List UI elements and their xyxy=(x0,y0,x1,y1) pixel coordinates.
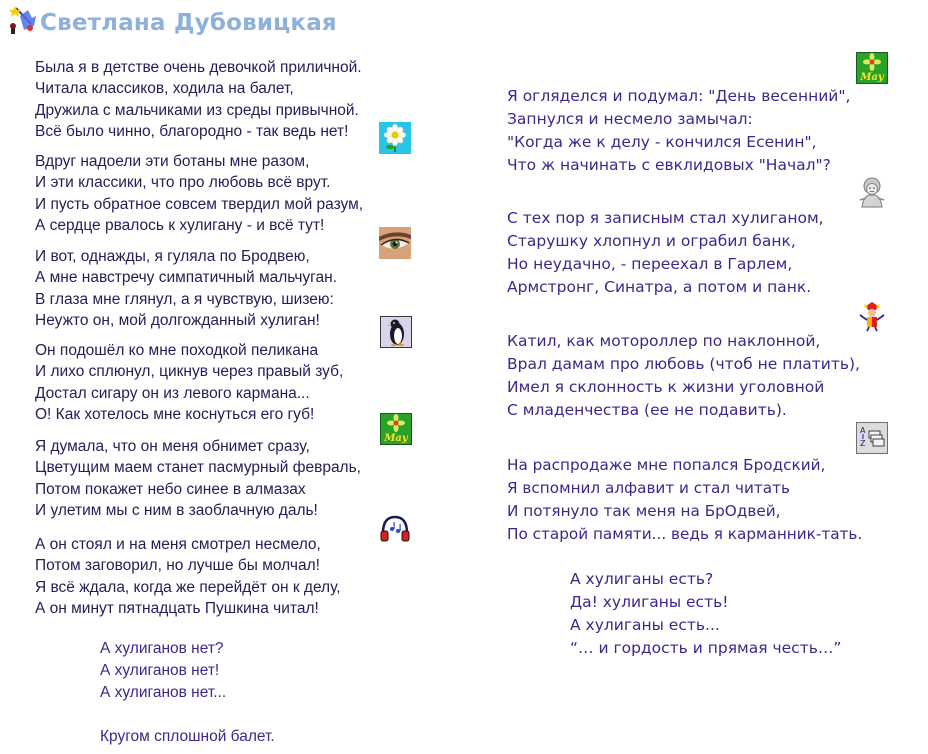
refrain-line: А хулиганов нет... xyxy=(100,684,227,701)
poem-line: С тех пор я записным стал хулиганом, xyxy=(507,209,824,227)
poem-line: Дружила с мальчиками из среды привычной. xyxy=(35,101,359,119)
poem-line: Я всё ждала, когда же перейдёт он к делу, xyxy=(35,578,341,596)
poem-line: Старушку хлопнул и ограбил банк, xyxy=(507,232,796,250)
poem-line: Я огляделся и подумал: "День весенний", xyxy=(507,87,851,105)
svg-text:A: A xyxy=(860,426,866,435)
poem-line: И улетим мы с ним в заоблачную даль! xyxy=(35,501,318,519)
right-stanza-4 xyxy=(507,454,862,546)
poem-line: И вот, однажды, я гуляла по Бродвею, xyxy=(35,248,310,265)
daisy-flower-icon xyxy=(379,122,411,154)
right-stanza-2 xyxy=(507,207,824,299)
poem-line: Вдруг надоели эти ботаны мне разом, xyxy=(35,153,310,170)
left-stanza-2 xyxy=(35,151,363,236)
eye-icon xyxy=(379,227,411,259)
svg-text:Z: Z xyxy=(860,439,866,448)
poem-line: И потянуло так меня на БрОдвей, xyxy=(507,502,781,520)
poem-line: Я вспомнил алфавит и стал читать xyxy=(507,479,790,497)
jester-icon xyxy=(856,300,888,332)
poem-line: Потом покажет небо синее в алмазах xyxy=(35,480,306,498)
poem-line: Цветущим маем станет пасмурный февраль, xyxy=(35,459,361,477)
poem-line: В глаза мне глянул, а я чувствую, шизею: xyxy=(35,290,334,308)
penguin-icon xyxy=(380,316,412,348)
poem-line: Всё было чинно, благородно - так ведь нет! xyxy=(35,122,349,140)
refrain-line: А хулиганов нет? xyxy=(100,640,224,657)
old-woman-icon xyxy=(856,176,888,208)
poem-line: А он минут пятнадцать Пушкина читал! xyxy=(35,599,319,617)
poem-line: По старой памяти... ведь я карманник-тать. xyxy=(507,525,863,543)
poem-line: Я думала, что он меня обнимет сразу, xyxy=(35,438,310,455)
refrain-line: А хулиганы есть... xyxy=(570,616,720,634)
poem-line: Была я в детстве очень девочкой приличной. xyxy=(35,59,362,76)
poem-line: Читала классиков, ходила на балет, xyxy=(35,80,294,98)
poem-line: Армстронг, Синатра, а потом и панк. xyxy=(507,278,812,296)
poem-line: О! Как хотелось мне коснуться его губ! xyxy=(35,405,315,423)
poem-line: А мне навстречу симпатичный мальчуган. xyxy=(35,269,337,287)
fairy-wand-icon xyxy=(6,4,40,36)
headphones-icon xyxy=(379,513,411,545)
may-label: May xyxy=(384,433,408,444)
may-label: May xyxy=(860,72,884,83)
right-stanza-1 xyxy=(507,85,850,177)
sort-az-icon xyxy=(856,422,888,454)
refrain-line xyxy=(100,704,275,726)
right-refrain xyxy=(570,568,841,660)
refrain-line: А хулиганы есть? xyxy=(570,570,714,588)
poem-line: Но неудачно, - переехал в Гарлем, xyxy=(507,255,793,273)
poem-line: С младенчества (ее не подавить). xyxy=(507,401,787,419)
poem-line: И пусть обратное совсем твердил мой разум, xyxy=(35,195,364,213)
refrain-line: Да! хулиганы есть! xyxy=(570,593,729,611)
poem-line: Запнулся и несмело замычал: xyxy=(507,110,753,128)
poem-line: Достал сигару он из левого кармана... xyxy=(35,384,310,402)
poem-line: И лихо сплюнул, цикнув через правый зуб, xyxy=(35,363,344,381)
poem-line: А он стоял и на меня смотрел несмело, xyxy=(35,536,321,553)
left-stanza-3 xyxy=(35,246,337,331)
poem-line: На распродаже мне попался Бродский, xyxy=(507,456,826,474)
poem-line: А сердце рвалось к хулигану - и всё тут! xyxy=(35,216,325,234)
poem-line: Он подошёл ко мне походкой пеликана xyxy=(35,342,319,359)
left-stanza-5 xyxy=(35,436,361,521)
right-stanza-3 xyxy=(507,330,860,422)
poem-line: Неужто он, мой долгожданный хулиган! xyxy=(35,311,320,329)
refrain-line: “… и гордость и прямая честь…” xyxy=(570,639,842,657)
poem-line: Что ж начинать с евклидовых "Начал"? xyxy=(507,156,831,174)
left-stanza-1 xyxy=(35,57,362,142)
refrain-line: Кругом сплошной балет. xyxy=(100,728,275,745)
left-refrain xyxy=(100,638,275,748)
poem-line: "Когда же к делу - кончился Есенин", xyxy=(507,133,817,151)
left-stanza-6 xyxy=(35,534,341,619)
poem-line: Врал дамам про любовь (чтоб не платить), xyxy=(507,355,860,373)
page-title: Светлана Дубовицкая xyxy=(40,10,337,36)
may-flower-icon xyxy=(856,52,888,84)
left-stanza-4 xyxy=(35,340,343,425)
poem-line: И эти классики, что про любовь всё врут. xyxy=(35,174,331,192)
may-flower-icon xyxy=(380,413,412,445)
refrain-line: А хулиганов нет! xyxy=(100,662,220,679)
poem-line: Катил, как мотороллер по наклонной, xyxy=(507,332,821,350)
poem-line: Имел я склонность к жизни уголовной xyxy=(507,378,825,396)
poem-line: Потом заговорил, но лучше бы молчал! xyxy=(35,557,320,575)
